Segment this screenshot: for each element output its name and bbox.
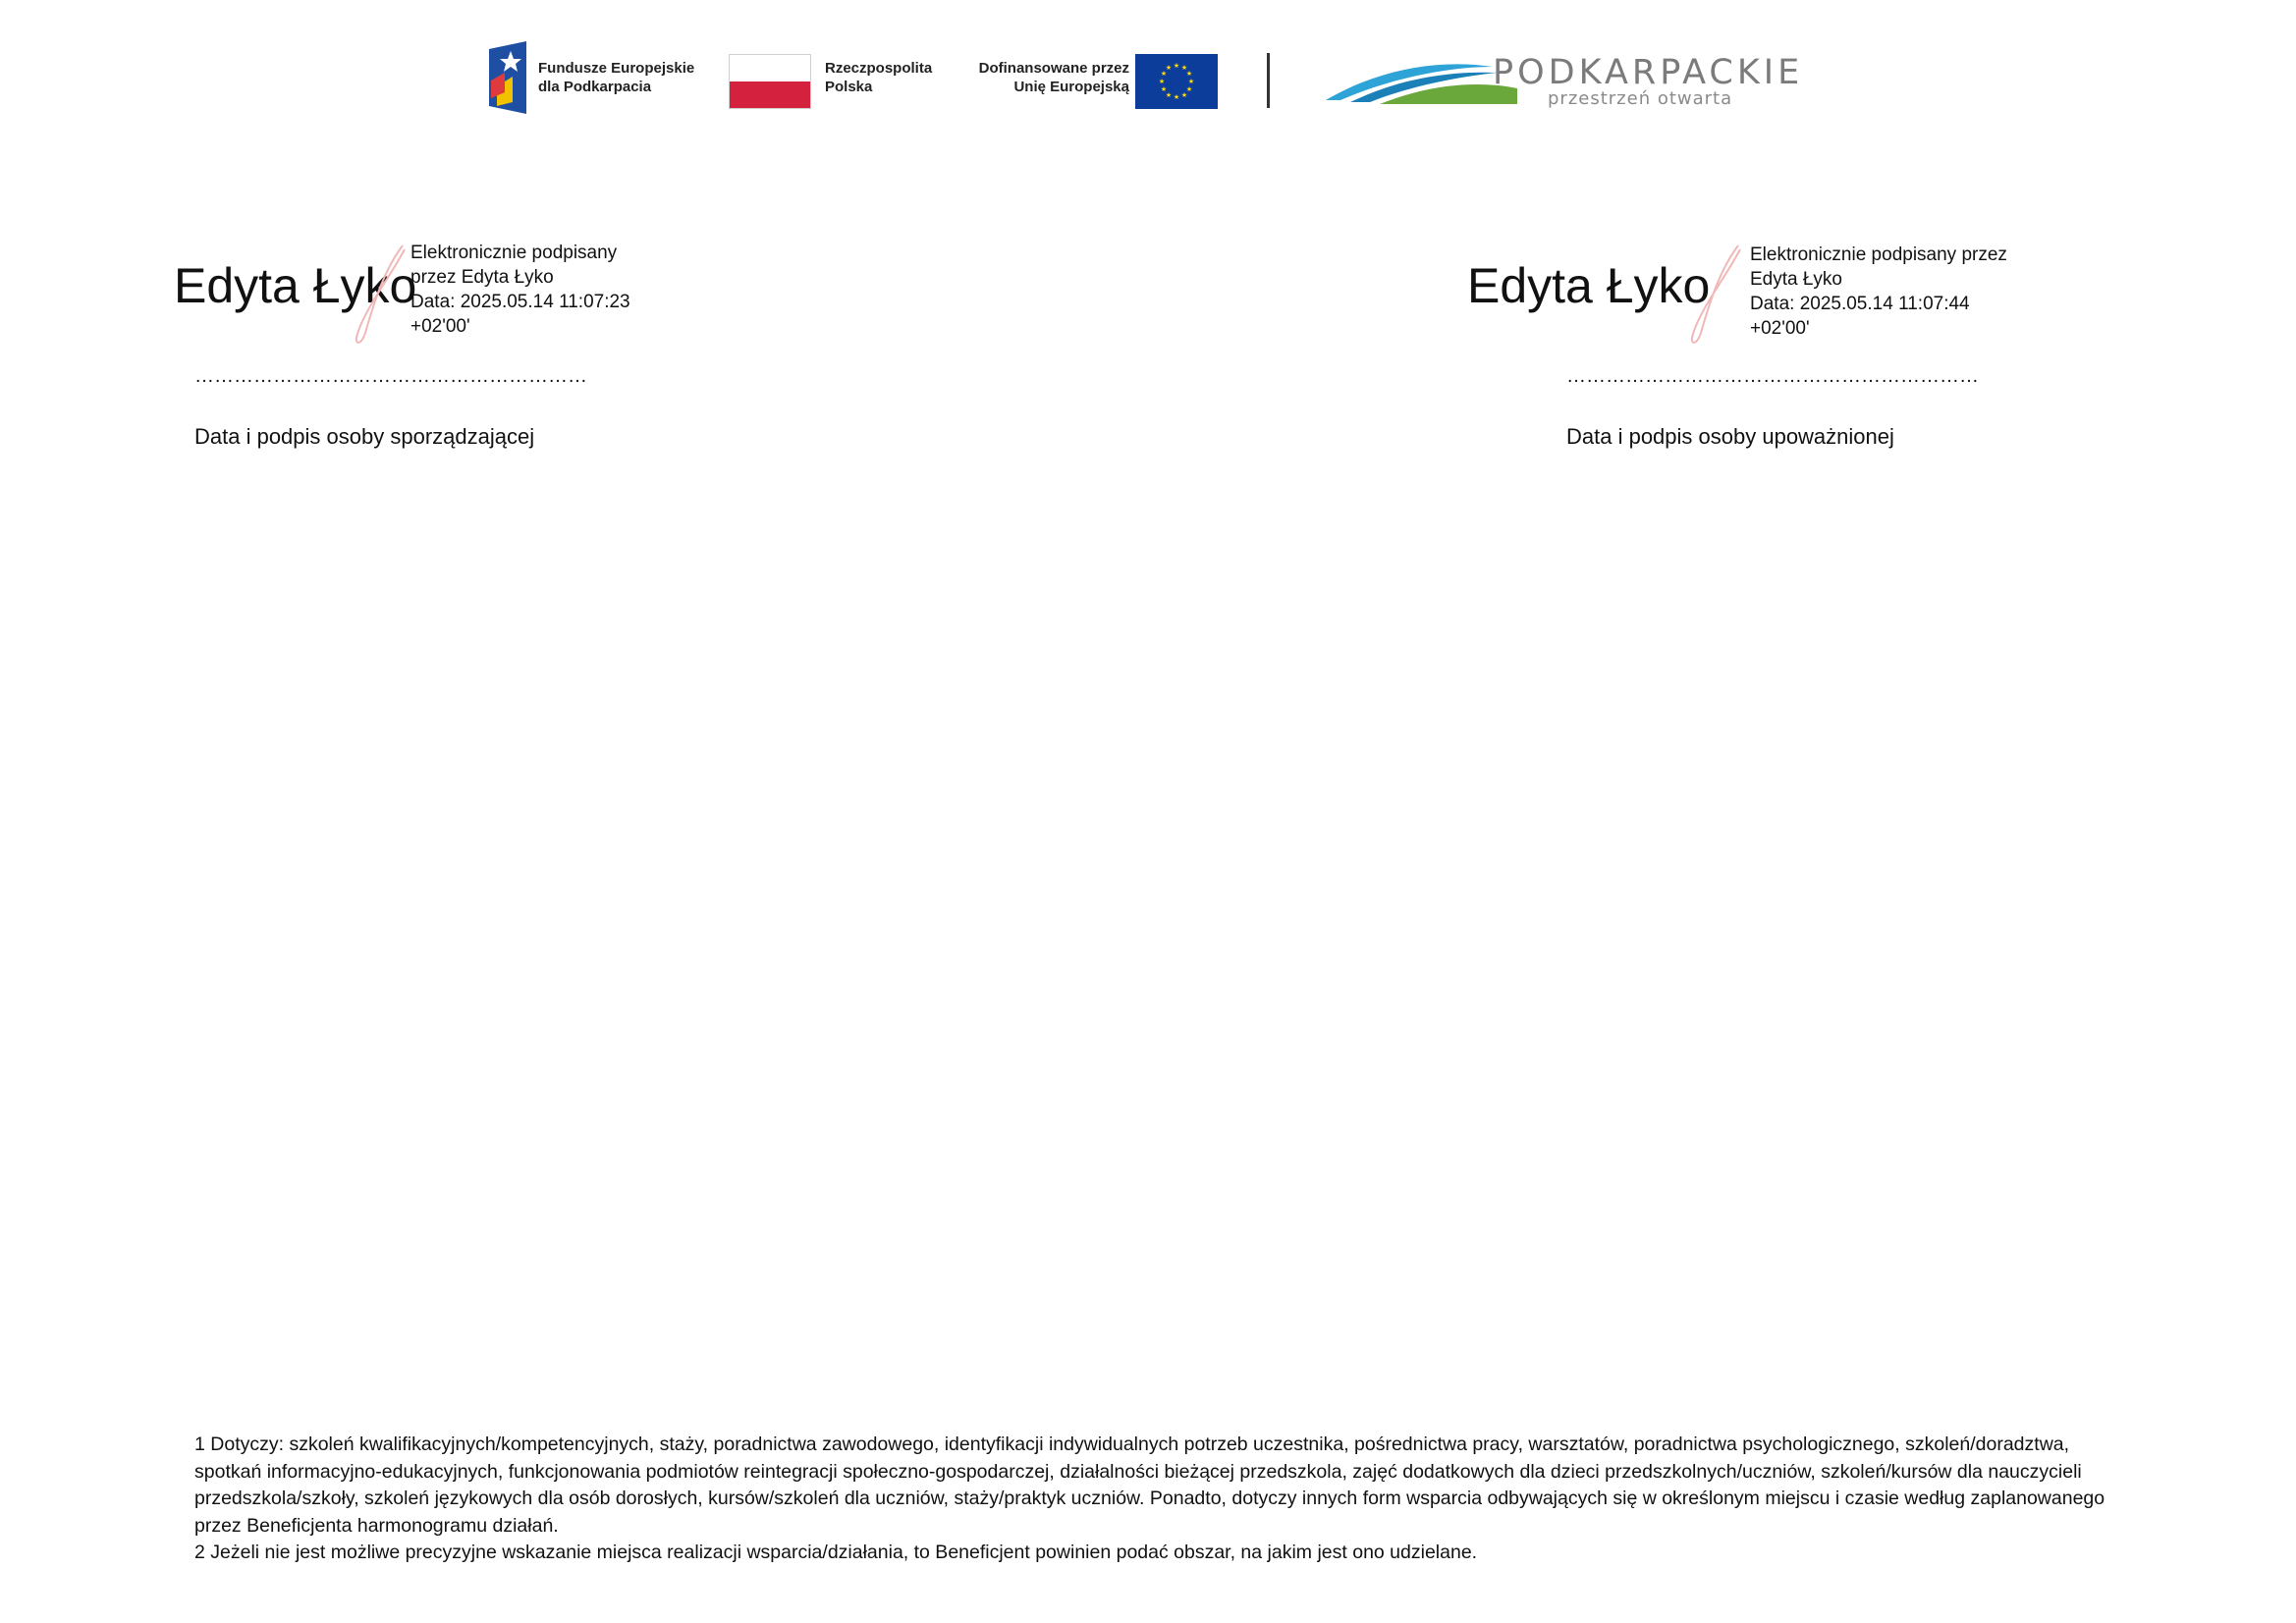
- fe-text-line2: dla Podkarpacia: [538, 79, 652, 95]
- footnote-1: 1 Dotyczy: szkoleń kwalifikacyjnych/kompetencyjnych, staży, poradnictwa zawodowego, identyfikacji indywidualnych potrzeb uczestnika, pośrednictwa pracy, warsztatów, poradnictwa psychologicznego, szkoleń/doradztwa, spotkań informacyjno-edukacyjnych, funkcjonowania podmiotów reintegracji społeczno-gospodarczej, działalności bieżącej przedszkola, zajęć dodatkowych dla dzieci przedszkolnych/uczniów, szkoleń/kursów dla nauczycieli przedszkola/szkoły, szkoleń językowych dla osób dorosłych, kursów/szkoleń dla uczniów, staży/praktyk uczniów. Ponadto, dotyczy innych form wsparcia odbywających się w określonym miejscu i czasie według zaplanowanego przez Beneficjenta harmonogramu działań.: [194, 1434, 2105, 1537]
- signature-meta-line: Data: 2025.05.14 11:07:44: [1750, 294, 1970, 314]
- podkarpackie-tagline: przestrzeń otwarta: [1548, 88, 1733, 109]
- fe-text-line1: Fundusze Europejskie: [538, 60, 695, 77]
- pl-text-line1: Rzeczpospolita: [825, 60, 933, 77]
- signature-meta-line: +02'00': [410, 316, 470, 337]
- signature-flourish-icon: [1681, 240, 1760, 350]
- eu-text-line1: Dofinansowane przez: [978, 60, 1129, 77]
- funding-logo-bar: [481, 29, 1804, 137]
- signature-meta-line: +02'00': [1750, 318, 1810, 339]
- svg-text:★: ★: [1173, 93, 1180, 101]
- svg-text:★: ★: [1180, 64, 1188, 72]
- signature-certificate-info: [410, 241, 630, 339]
- signature-caption: Data i podpis osoby sporządzającej: [194, 424, 535, 449]
- signature-name: Edyta Łyko: [174, 258, 417, 313]
- svg-text:★: ★: [1160, 85, 1168, 93]
- signature-certificate-info: [1750, 243, 2007, 341]
- svg-text:★: ★: [1185, 85, 1193, 93]
- signature-meta-line: Data: 2025.05.14 11:07:23: [410, 292, 630, 312]
- svg-text:★: ★: [1173, 62, 1180, 70]
- polish-flag-icon: [729, 54, 811, 109]
- svg-text:★: ★: [1165, 64, 1173, 72]
- footnotes: [194, 1432, 2119, 1567]
- fundusze-europejskie-text: [538, 59, 705, 96]
- logo-divider: [1267, 53, 1270, 108]
- eu-flag-icon: [1135, 54, 1218, 109]
- svg-text:★: ★: [1180, 91, 1188, 99]
- svg-text:★: ★: [1187, 78, 1195, 85]
- rzeczpospolita-polska-text: [825, 59, 943, 96]
- eu-text-line2: Unię Europejską: [1013, 79, 1129, 95]
- signature-dotted-line: ………………………………………………………: [1566, 365, 1979, 387]
- signature-caption: Data i podpis osoby upoważnionej: [1566, 424, 1894, 449]
- footnote-2: 2 Jeżeli nie jest możliwe precyzyjne wskazanie miejsca realizacji wsparcia/działania, to Beneficjent powinien podać obszar, na jakim jest ono udzielane.: [194, 1542, 1478, 1563]
- signature-meta-line: Elektronicznie podpisany przez: [1750, 244, 2007, 265]
- pl-text-line2: Polska: [825, 79, 873, 95]
- signature-name: Edyta Łyko: [1467, 258, 1711, 313]
- fundusze-europejskie-logo-icon: [489, 41, 528, 114]
- svg-text:★: ★: [1165, 91, 1173, 99]
- svg-text:★: ★: [1185, 70, 1193, 78]
- svg-text:★: ★: [1158, 78, 1166, 85]
- podkarpackie-name: PODKARPACKIE: [1493, 53, 1804, 92]
- signature-meta-line: Edyta Łyko: [1750, 269, 1842, 290]
- svg-text:★: ★: [1160, 70, 1168, 78]
- signature-dotted-line: ……………………………………………………: [194, 365, 587, 387]
- signature-meta-line: przez Edyta Łyko: [410, 267, 554, 288]
- eu-cofinancing-text: [962, 59, 1129, 96]
- signature-meta-line: Elektronicznie podpisany: [410, 243, 618, 263]
